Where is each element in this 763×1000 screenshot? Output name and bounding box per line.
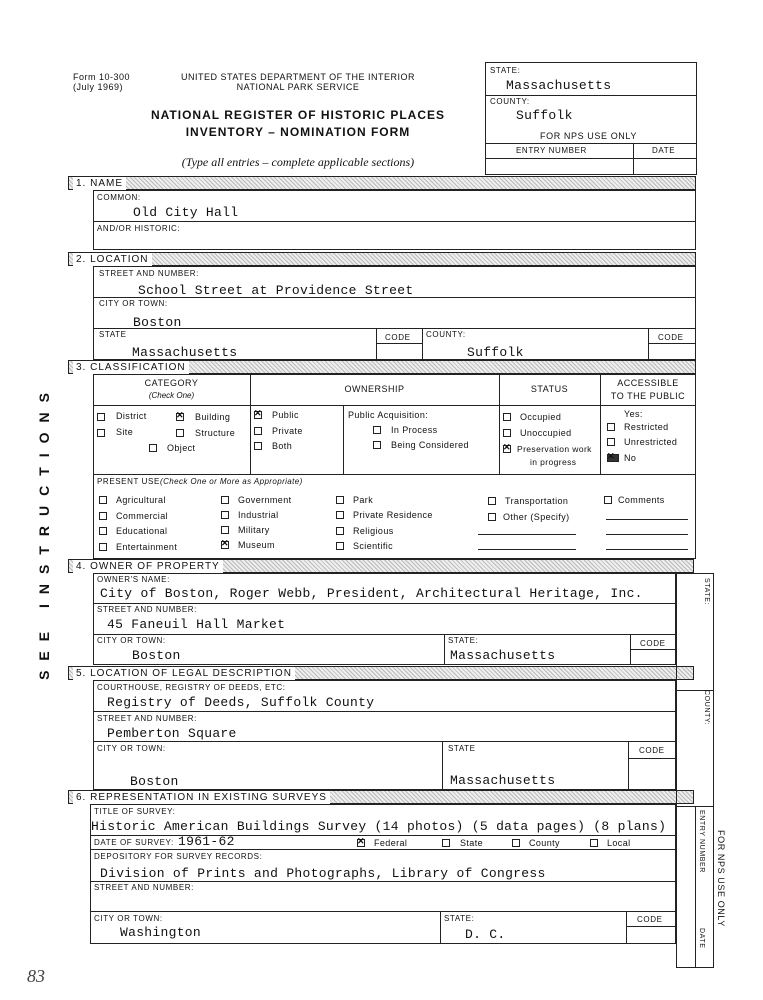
transportation-checkbox[interactable] xyxy=(488,497,496,505)
structure-label: Structure xyxy=(195,428,236,438)
location-city-value[interactable]: Boston xyxy=(133,315,182,330)
scientific-label: Scientific xyxy=(353,541,394,551)
depository-value[interactable]: Division of Prints and Photographs, Library of Congress xyxy=(100,866,546,881)
owner-code-label: CODE xyxy=(640,639,666,648)
accessible-heading-2: TO THE PUBLIC xyxy=(610,391,686,401)
section-name-header: 1. NAME xyxy=(68,176,696,190)
preservation-label-1: Preservation work xyxy=(517,444,592,454)
government-checkbox[interactable] xyxy=(221,496,229,504)
owner-state-value[interactable]: Massachusetts xyxy=(450,648,556,663)
owner-name-label: OWNER'S NAME: xyxy=(97,575,170,584)
form-number: Form 10-300 xyxy=(73,72,131,82)
survey-street-label: STREET AND NUMBER: xyxy=(94,883,194,892)
location-street-label: STREET AND NUMBER: xyxy=(99,269,199,278)
owner-state-label: STATE: xyxy=(448,636,479,645)
unoccupied-checkbox[interactable] xyxy=(503,429,511,437)
page-mark: 83 xyxy=(27,966,45,986)
depository-label: DEPOSITORY FOR SURVEY RECORDS: xyxy=(94,852,263,861)
unrestricted-checkbox[interactable] xyxy=(607,438,615,446)
other-label: Other (Specify) xyxy=(503,512,570,522)
agricultural-label: Agricultural xyxy=(116,495,166,505)
being-considered-label: Being Considered xyxy=(391,440,469,450)
industrial-checkbox[interactable] xyxy=(221,511,229,519)
county-survey-label: County xyxy=(529,838,560,848)
department: UNITED STATES DEPARTMENT OF THE INTERIOR xyxy=(180,72,416,82)
occupied-label: Occupied xyxy=(520,412,562,422)
margin-nps-label: FOR NPS USE ONLY xyxy=(716,830,726,927)
federal-label: Federal xyxy=(374,838,408,848)
survey-title-label: TITLE OF SURVEY: xyxy=(94,807,176,816)
survey-title-value[interactable]: Historic American Buildings Survey (14 photos) (5 data pages) (8 plans) xyxy=(91,819,667,834)
state-box-label: STATE: xyxy=(490,66,521,75)
form-title-2: INVENTORY – NOMINATION FORM xyxy=(185,125,411,139)
section-survey-header: 6. REPRESENTATION IN EXISTING SURVEYS xyxy=(68,790,694,804)
margin-date-label: DATE xyxy=(698,928,705,949)
margin-county-label: COUNTY: xyxy=(703,690,710,726)
both-checkbox[interactable] xyxy=(254,442,262,450)
entertainment-checkbox[interactable] xyxy=(99,543,107,551)
owner-city-label: CITY OR TOWN: xyxy=(97,636,166,645)
nps-use-label: FOR NPS USE ONLY xyxy=(540,131,637,141)
private-checkbox[interactable] xyxy=(254,427,262,435)
entry-number-label: ENTRY NUMBER xyxy=(516,146,587,155)
industrial-label: Industrial xyxy=(238,510,279,520)
form-title-1: NATIONAL REGISTER OF HISTORIC PLACES xyxy=(150,108,446,122)
courthouse-value[interactable]: Registry of Deeds, Suffolk County xyxy=(107,695,375,710)
legal-street-label: STREET AND NUMBER: xyxy=(97,714,197,723)
local-label: Local xyxy=(607,838,631,848)
category-subheading: (Check One) xyxy=(148,391,195,400)
public-label: Public xyxy=(272,410,299,420)
service: NATIONAL PARK SERVICE xyxy=(236,82,360,92)
survey-state-label: STATE: xyxy=(444,914,475,923)
unoccupied-label: Unoccupied xyxy=(520,428,572,438)
military-checkbox[interactable] xyxy=(221,526,229,534)
location-code-label: CODE xyxy=(385,333,411,342)
no-checkbox[interactable] xyxy=(607,454,619,462)
access-yes-label: Yes: xyxy=(624,409,643,419)
common-name-value[interactable]: Old City Hall xyxy=(133,205,239,220)
building-checkbox[interactable] xyxy=(176,413,184,421)
owner-street-value[interactable]: 45 Faneuil Hall Market xyxy=(107,617,286,632)
legal-code-label: CODE xyxy=(639,746,665,755)
location-county-value[interactable]: Suffolk xyxy=(467,345,524,360)
building-label: Building xyxy=(195,412,231,422)
unrestricted-label: Unrestricted xyxy=(624,437,678,447)
category-heading: CATEGORY xyxy=(144,378,199,388)
location-state-label: STATE xyxy=(99,330,127,339)
legal-city-label: CITY OR TOWN: xyxy=(97,744,166,753)
museum-checkbox[interactable] xyxy=(221,541,229,549)
district-checkbox[interactable] xyxy=(97,413,105,421)
county-survey-checkbox[interactable] xyxy=(512,839,520,847)
legal-state-label: STATE xyxy=(448,744,476,753)
religious-checkbox[interactable] xyxy=(336,527,344,535)
public-acquisition-label: Public Acquisition: xyxy=(348,410,429,420)
county-box-label: COUNTY: xyxy=(490,97,530,106)
location-state-value[interactable]: Massachusetts xyxy=(132,345,238,360)
location-county-label: COUNTY: xyxy=(426,330,466,339)
comments-label: Comments xyxy=(618,495,665,505)
historic-label: AND/OR HISTORIC: xyxy=(97,224,181,233)
commercial-label: Commercial xyxy=(116,511,169,521)
restricted-checkbox[interactable] xyxy=(607,423,615,431)
federal-checkbox[interactable] xyxy=(357,839,365,847)
accessible-heading-1: ACCESSIBLE xyxy=(617,378,679,388)
private-label: Private xyxy=(272,426,303,436)
state-survey-label: State xyxy=(460,838,484,848)
transportation-label: Transportation xyxy=(505,496,569,506)
educational-checkbox[interactable] xyxy=(99,527,107,535)
site-label: Site xyxy=(116,427,134,437)
owner-name-value[interactable]: City of Boston, Roger Webb, President, Architectural Heritage, Inc. xyxy=(100,586,643,601)
being-considered-checkbox[interactable] xyxy=(373,441,381,449)
educational-label: Educational xyxy=(116,526,168,536)
government-label: Government xyxy=(238,495,292,505)
present-use-label: PRESENT USE xyxy=(97,477,160,486)
section-owner-header: 4. OWNER OF PROPERTY xyxy=(68,559,694,573)
both-label: Both xyxy=(272,441,293,451)
local-checkbox[interactable] xyxy=(590,839,598,847)
location-street-value[interactable]: School Street at Providence Street xyxy=(138,283,414,298)
agricultural-checkbox[interactable] xyxy=(99,496,107,504)
scientific-checkbox[interactable] xyxy=(336,542,344,550)
section-location-header: 2. LOCATION xyxy=(68,252,696,266)
in-process-label: In Process xyxy=(391,425,438,435)
survey-date-value[interactable]: 1961-62 xyxy=(178,834,235,849)
owner-street-label: STREET AND NUMBER: xyxy=(97,605,197,614)
public-checkbox[interactable] xyxy=(254,411,262,419)
location-city-label: CITY OR TOWN: xyxy=(99,299,168,308)
in-process-checkbox[interactable] xyxy=(373,426,381,434)
park-label: Park xyxy=(353,495,374,505)
park-checkbox[interactable] xyxy=(336,496,344,504)
commercial-checkbox[interactable] xyxy=(99,512,107,520)
entertainment-label: Entertainment xyxy=(116,542,178,552)
survey-city-label: CITY OR TOWN: xyxy=(94,914,163,923)
district-label: District xyxy=(116,411,147,421)
legal-state-value[interactable]: Massachusetts xyxy=(450,773,556,788)
comments-checkbox[interactable] xyxy=(604,496,612,504)
object-checkbox[interactable] xyxy=(149,444,157,452)
survey-code-label: CODE xyxy=(637,915,663,924)
owner-city-value[interactable]: Boston xyxy=(132,648,181,663)
military-label: Military xyxy=(238,525,270,535)
structure-checkbox[interactable] xyxy=(176,429,184,437)
status-heading: STATUS xyxy=(530,384,569,394)
religious-label: Religious xyxy=(353,526,394,536)
survey-state-value[interactable]: D. C. xyxy=(465,927,506,942)
present-use-sub: (Check One or More as Appropriate) xyxy=(160,477,303,486)
see-instructions-side-text: SEE INSTRUCTIONS xyxy=(36,383,52,680)
state-survey-checkbox[interactable] xyxy=(442,839,450,847)
access-no-label: No xyxy=(624,453,637,463)
preservation-label-2: in progress xyxy=(530,457,577,467)
margin-entry-number-label: ENTRY NUMBER xyxy=(698,810,705,873)
location-county-code-label: CODE xyxy=(658,333,684,342)
form-date: (July 1969) xyxy=(73,82,124,92)
legal-city-value[interactable]: Boston xyxy=(130,774,179,789)
ownership-heading: OWNERSHIP xyxy=(344,384,405,394)
museum-label: Museum xyxy=(238,540,275,550)
site-checkbox[interactable] xyxy=(97,429,105,437)
object-label: Object xyxy=(167,443,196,453)
county-box-value[interactable]: Suffolk xyxy=(516,108,573,123)
common-label: COMMON: xyxy=(97,193,141,202)
legal-street-value[interactable]: Pemberton Square xyxy=(107,726,237,741)
survey-city-value[interactable]: Washington xyxy=(120,925,202,940)
section-legal-header: 5. LOCATION OF LEGAL DESCRIPTION xyxy=(68,666,694,680)
courthouse-label: COURTHOUSE, REGISTRY OF DEEDS, ETC: xyxy=(97,683,286,692)
private-residence-label: Private Residence xyxy=(353,510,433,520)
restricted-label: Restricted xyxy=(624,422,669,432)
state-box-value[interactable]: Massachusetts xyxy=(506,78,612,93)
occupied-checkbox[interactable] xyxy=(503,413,511,421)
section-classification-header: 3. CLASSIFICATION xyxy=(68,360,696,374)
private-residence-checkbox[interactable] xyxy=(336,511,344,519)
preservation-checkbox[interactable] xyxy=(503,445,511,453)
margin-state-label: STATE: xyxy=(703,578,710,606)
other-checkbox[interactable] xyxy=(488,513,496,521)
instructions: (Type all entries – complete applicable sections) xyxy=(181,155,415,169)
date-label: DATE xyxy=(652,146,676,155)
survey-date-label: DATE OF SURVEY: xyxy=(94,838,174,847)
